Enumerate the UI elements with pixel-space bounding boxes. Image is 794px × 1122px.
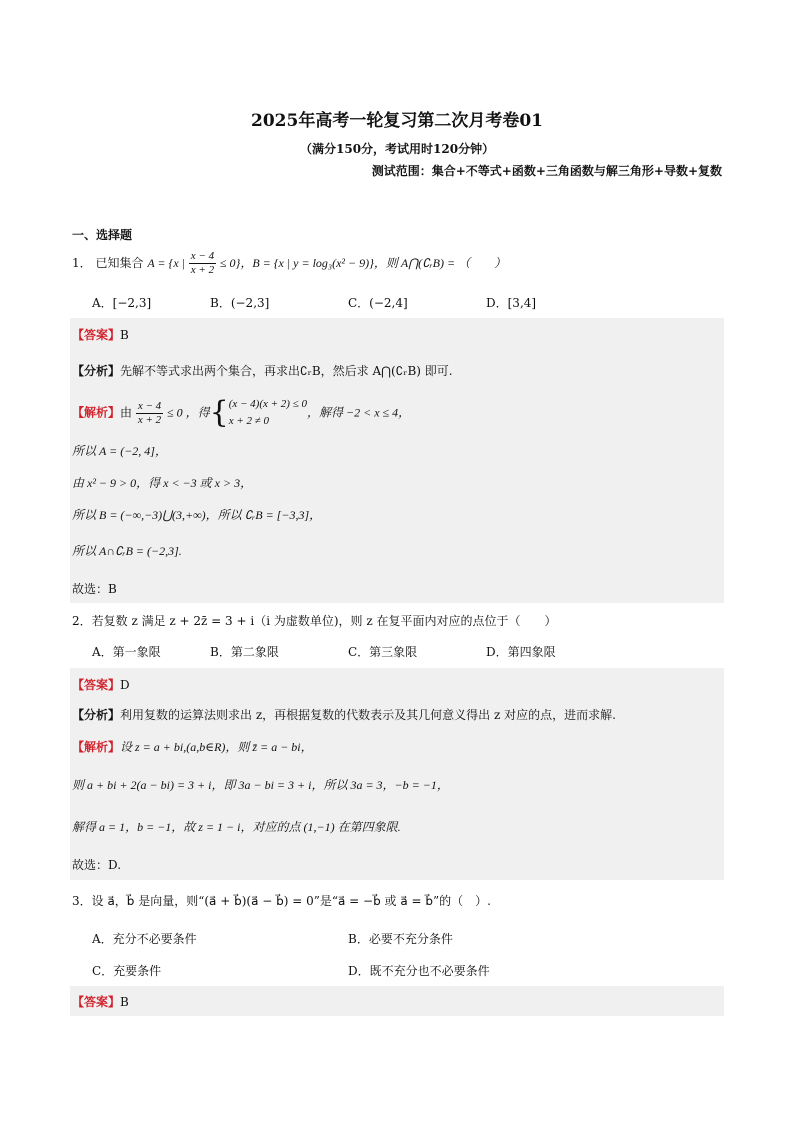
q1-solution-line1	[72, 396, 410, 430]
q1-sol-mid: ≤ 0 ，得	[167, 405, 210, 420]
solution-tag: 【解析】	[72, 405, 121, 420]
q2-option-b: B．第二象限	[210, 645, 279, 659]
q1-set-a-lhs: A = {x |	[147, 256, 185, 270]
q1-set-b: ，B = {x | y = log₃(x² − 9)}	[240, 256, 374, 270]
q1-system-eq1: (x − 4)(x + 2) ≤ 0	[228, 398, 307, 410]
q3-stem	[72, 892, 491, 909]
q3-option-d: D．既不充分也不必要条件	[348, 964, 490, 978]
q2-stem	[72, 612, 557, 629]
q1-number: 1．	[72, 256, 92, 270]
exam-subtitle: （满分150分，考试用时120分钟）	[300, 142, 495, 156]
answer-tag: 【答案】	[72, 678, 121, 692]
q2-final-choice: 故选：D.	[72, 858, 122, 872]
q1-stem	[72, 250, 506, 277]
q1-sol-frac-num: x − 4	[137, 399, 162, 412]
q1-solution-line3: 由 x² − 9 > 0，得 x < −3 或 x > 3，	[72, 476, 253, 490]
q3-answer	[72, 993, 129, 1010]
q2-solution-line3: 解得 a = 1，b = −1，故 z = 1 − i，对应的点 (1,−1) 在第四象限.	[72, 820, 401, 834]
q1-answer	[72, 326, 129, 343]
q1-sol-pre: 由	[120, 405, 133, 420]
q1-option-c: C．(−2,4]	[348, 296, 408, 310]
q2-answer-value: D	[120, 678, 130, 692]
q2-option-a: A．第一象限	[92, 645, 161, 659]
q2-solution-line2: 则 a + bi + 2(a − bi) = 3 + i，即 3a − bi = 3 + i，所以 3a = 3，−b = −1，	[72, 778, 449, 792]
system-brace: {	[209, 395, 229, 430]
solution-tag: 【解析】	[72, 740, 121, 754]
q1-solution-line4: 所以 B = (−∞,−3)⋃(3,+∞)，所以 ∁ᵣB = [−3,3]，	[72, 508, 322, 522]
q1-system-eq2: x + 2 ≠ 0	[228, 415, 270, 427]
q2-analysis	[72, 706, 616, 723]
q3-option-b: B．必要不充分条件	[348, 932, 453, 946]
q1-analysis	[72, 362, 453, 379]
q2-option-d: D．第四象限	[486, 645, 556, 659]
q1-set-a-rhs: ≤ 0}	[219, 256, 241, 270]
exam-scope: 测试范围：集合+不等式+函数+三角函数与解三角形+导数+复数	[371, 164, 722, 178]
q1-solution-block	[70, 318, 724, 603]
q1-option-d: D．[3,4]	[486, 296, 537, 310]
analysis-tag: 【分析】	[72, 364, 121, 378]
q1-sol-frac-den: x + 2	[137, 413, 162, 426]
q3-answer-value: B	[120, 995, 129, 1009]
q1-frac-num: x − 4	[190, 250, 215, 262]
q1-final-choice: 故选：B	[72, 582, 117, 596]
q2-sol-text1: 设 z = a + bi,(a,b∈R)，则 z̄ = a − bi，	[120, 740, 313, 754]
q2-number: 2．	[72, 614, 92, 628]
q1-frac-den: x + 2	[190, 264, 215, 276]
q1-answer-value: B	[120, 328, 129, 342]
q2-option-c: C．第三象限	[348, 645, 418, 659]
q2-solution-block	[70, 668, 724, 880]
q3-option-a: A．充分不必要条件	[92, 932, 197, 946]
q1-option-a: A．[−2,3]	[92, 296, 152, 310]
q3-option-c: C．充要条件	[92, 964, 162, 978]
q3-stem-text: 设 a⃗，b⃗ 是向量，则“(a⃗ + b⃗)(a⃗ − b⃗) = 0”是“a⃗ = −b⃗ 或 a⃗ = b⃗”的（ ）.	[91, 894, 491, 908]
answer-tag: 【答案】	[72, 995, 121, 1009]
q2-stem-text: 若复数 z 满足 z + 2z̄ = 3 + i（i 为虚数单位)，则 z 在复平面内对应的点位于（ ）	[91, 614, 557, 628]
q1-solution-line2: 所以 A = (−2, 4]，	[72, 444, 167, 458]
q2-answer	[72, 676, 130, 693]
q2-analysis-text: 利用复数的运算法则求出 z，再根据复数的代数表示及其几何意义得出 z 对应的点，进而求解.	[120, 708, 616, 722]
q1-stem-suffix: ，则 A⋂(∁ᵣB) = （ ）	[373, 256, 507, 270]
q3-solution-block	[70, 986, 724, 1016]
analysis-tag: 【分析】	[72, 708, 121, 722]
q1-option-b: B．(−2,3]	[210, 296, 270, 310]
section-heading: 一、选择题	[72, 228, 133, 242]
q1-solution-line5: 所以 A∩∁ᵣB = (−2,3].	[72, 544, 182, 558]
q3-number: 3．	[72, 894, 92, 908]
q1-system	[229, 396, 307, 430]
page-title: 2025年高考一轮复习第二次月考卷01	[251, 111, 543, 131]
q1-fraction	[189, 250, 216, 277]
q1-sol-fraction	[136, 400, 163, 427]
answer-tag: 【答案】	[72, 328, 121, 342]
q1-stem-prefix: 已知集合	[95, 256, 144, 270]
q1-analysis-text: 先解不等式求出两个集合，再求出∁ᵣB，然后求 A⋂(∁ᵣB) 即可.	[120, 364, 453, 378]
q1-sol-post: ，解得 −2 < x ≤ 4，	[307, 405, 411, 420]
q2-solution-line1	[72, 738, 313, 755]
